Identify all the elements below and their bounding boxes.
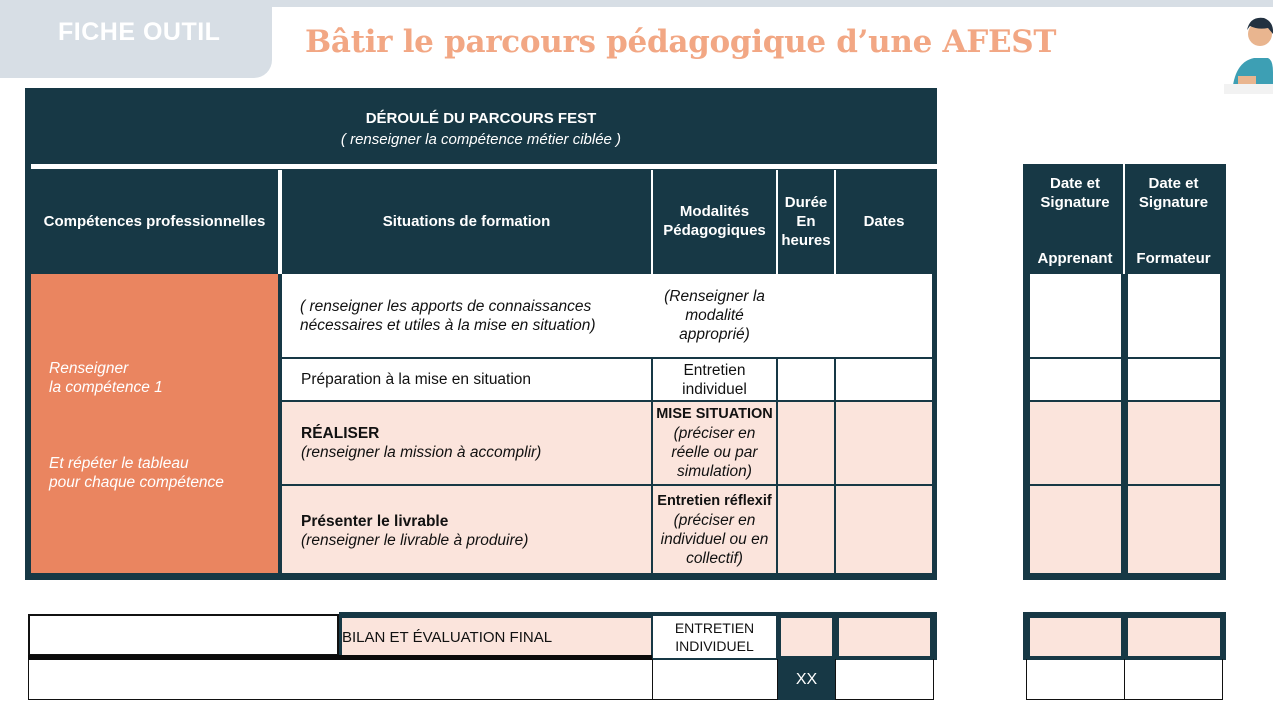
bilan-dates-cell[interactable] bbox=[839, 618, 930, 656]
modalite-cell[interactable] bbox=[653, 402, 776, 484]
main-table-title: DÉROULÉ DU PARCOURS FEST bbox=[365, 110, 597, 127]
col-header-competences: Compétences professionnelles bbox=[43, 212, 266, 230]
dates-cell[interactable] bbox=[836, 359, 932, 400]
total-row-cell[interactable] bbox=[28, 659, 653, 700]
sig-header-formateur bbox=[1125, 174, 1222, 212]
bilan-label: BILAN ET ÉVALUATION FINAL bbox=[342, 618, 651, 656]
total-row-cell[interactable] bbox=[652, 659, 778, 700]
competence-cell[interactable] bbox=[31, 274, 278, 573]
competence-line: Et répéter le tableau bbox=[49, 455, 189, 472]
total-row-cell[interactable] bbox=[835, 659, 934, 700]
bilan-duree-cell[interactable] bbox=[781, 618, 832, 656]
col-header-dates: Dates bbox=[863, 212, 905, 230]
title-separator bbox=[31, 164, 937, 169]
sig-header-apprenant bbox=[1027, 174, 1123, 212]
situation-cell[interactable] bbox=[282, 402, 651, 484]
modalite-cell[interactable] bbox=[653, 486, 776, 573]
bilan-sig-apprenant[interactable] bbox=[1030, 618, 1121, 656]
sig-apprenant-cell[interactable] bbox=[1030, 402, 1121, 484]
duree-cell[interactable] bbox=[778, 402, 834, 484]
situation-text: (renseigner le livrable à produire) bbox=[301, 532, 529, 549]
duree-cell[interactable] bbox=[778, 486, 834, 573]
competence-line: pour chaque compétence bbox=[49, 474, 224, 491]
sig-formateur-cell[interactable] bbox=[1128, 359, 1220, 400]
sig-formateur-cell[interactable] bbox=[1128, 274, 1220, 357]
situation-cell[interactable]: ( renseigner les apports de connaissances nécessaires et utiles à la mise en situation) bbox=[300, 297, 596, 334]
bilan-sig-formateur[interactable] bbox=[1128, 618, 1220, 656]
total-sig-cell[interactable] bbox=[1026, 659, 1125, 700]
presenter-avatar-icon bbox=[1224, 12, 1273, 94]
modalite-cell[interactable]: (Renseigner la modalité approprié) bbox=[664, 288, 765, 343]
situation-cell[interactable] bbox=[282, 486, 651, 573]
situation-cell[interactable]: Préparation à la mise en situation bbox=[282, 359, 651, 400]
sig-apprenant-cell[interactable] bbox=[1030, 274, 1121, 357]
sig-header-label: Date et Signature bbox=[1040, 175, 1110, 211]
sig-sub-formateur: Formateur bbox=[1136, 250, 1211, 267]
modalite-text: (préciser en individuel ou en collectif) bbox=[660, 511, 769, 567]
bilan-empty-cell[interactable] bbox=[28, 614, 339, 656]
bilan-modalite: ENTRETIEN INDIVIDUEL bbox=[653, 616, 776, 658]
modalite-cell[interactable]: Entretien individuel bbox=[653, 359, 776, 400]
main-table-subtitle: ( renseigner la compétence métier ciblée ) bbox=[340, 131, 622, 148]
competence-line: la compétence 1 bbox=[49, 379, 163, 396]
modalite-title: MISE SITUATION bbox=[656, 406, 773, 422]
competence-line: Renseigner bbox=[49, 360, 129, 377]
sig-formateur-cell[interactable] bbox=[1128, 402, 1220, 484]
situation-title: RÉALISER bbox=[301, 425, 380, 442]
page-title: Bâtir le parcours pédagogique d’une AFEST bbox=[305, 24, 1057, 60]
total-duree-cell: XX bbox=[778, 659, 835, 700]
col-header-duree: Durée En heures bbox=[781, 193, 831, 249]
situation-text: (renseigner la mission à accomplir) bbox=[301, 444, 542, 461]
dates-cell[interactable] bbox=[836, 274, 932, 357]
sig-formateur-cell[interactable] bbox=[1128, 486, 1220, 573]
col-header-situations: Situations de formation bbox=[382, 212, 551, 230]
sig-sub-apprenant: Apprenant bbox=[1037, 250, 1113, 267]
total-sig-cell[interactable] bbox=[1124, 659, 1223, 700]
duree-cell[interactable] bbox=[778, 359, 834, 400]
main-table-title-block bbox=[25, 100, 937, 158]
tool-badge bbox=[0, 0, 272, 78]
sig-header-label: Date et Signature bbox=[1138, 175, 1209, 211]
sig-apprenant-cell[interactable] bbox=[1030, 486, 1121, 573]
duree-cell[interactable] bbox=[778, 274, 834, 357]
modalite-title: Entretien réflexif bbox=[657, 492, 772, 509]
col-header-modalites: Modalités Pédagogiques bbox=[663, 203, 766, 239]
dates-cell[interactable] bbox=[836, 486, 932, 573]
situation-title: Présenter le livrable bbox=[301, 513, 449, 530]
modalite-text: (préciser en réelle ou par simulation) bbox=[671, 425, 758, 480]
sig-apprenant-cell[interactable] bbox=[1030, 359, 1121, 400]
dates-cell[interactable] bbox=[836, 402, 932, 484]
badge-label: FICHE OUTIL bbox=[58, 18, 221, 46]
